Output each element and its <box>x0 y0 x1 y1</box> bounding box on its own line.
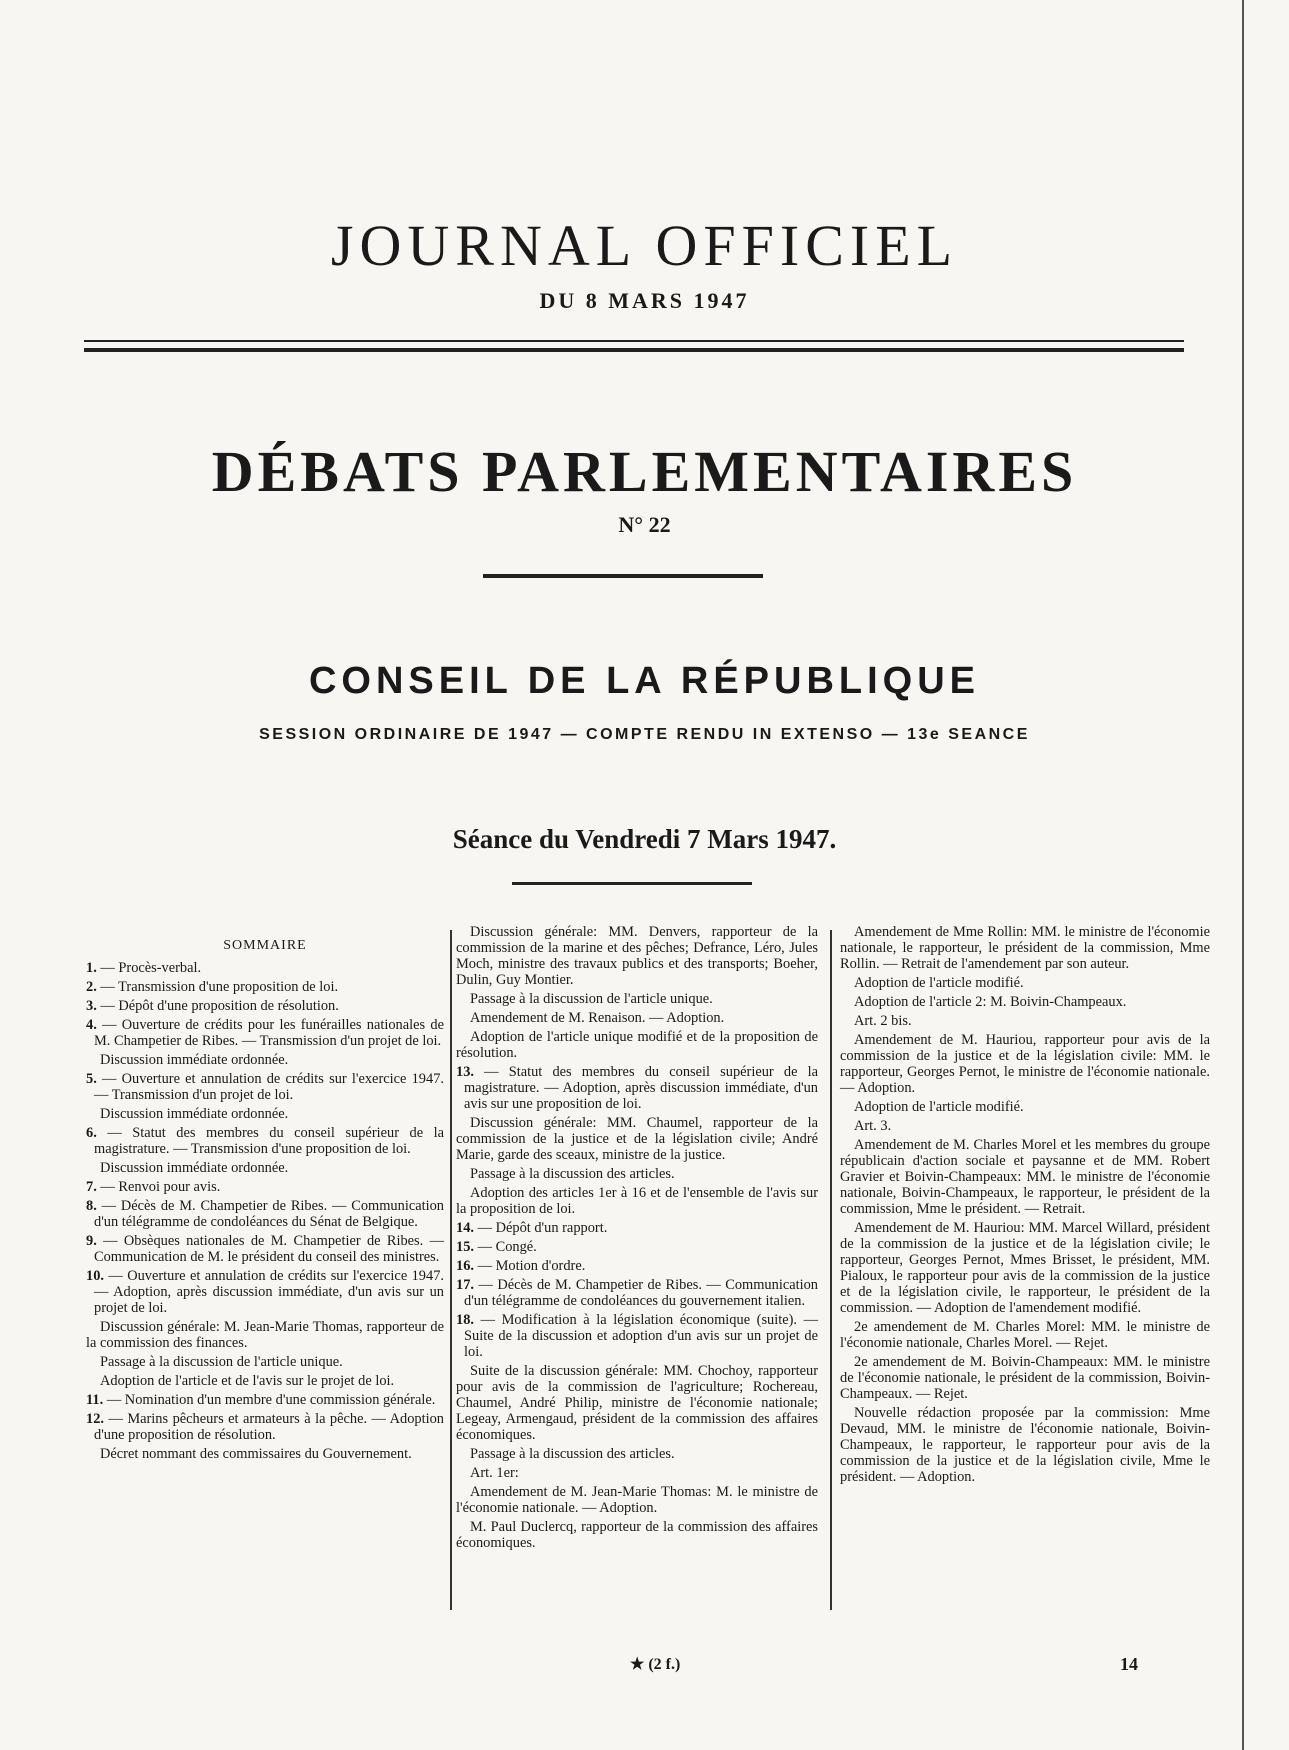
session-line: SESSION ORDINAIRE DE 1947 — COMPTE RENDU IN EXTENSO — 13e SEANCE <box>259 726 1030 743</box>
sommaire-item <box>840 1013 1210 1029</box>
item-text: Suite de la discussion générale: MM. Chochoy, rapporteur pour avis de la commission de l'agriculture; Rochereau, Chaumel, André Philip, ministre de l'économie nationale; Legeay, Armengaud, président de la commission des affaires économiques. <box>456 1363 818 1443</box>
sommaire-item <box>840 994 1210 1010</box>
sommaire-item <box>456 1239 818 1255</box>
item-text: Passage à la discussion des articles. <box>470 1446 675 1462</box>
item-text: Discussion générale: M. Jean-Marie Thomas, rapporteur de la commission des finances. <box>86 1319 444 1351</box>
item-text: Art. 2 bis. <box>854 1013 912 1029</box>
sommaire-item <box>86 1411 444 1443</box>
sommaire-item <box>456 1064 818 1112</box>
printer-mark: ★ (2 f.) <box>630 1656 681 1673</box>
sommaire-item <box>840 924 1210 972</box>
item-text: — Statut des membres du conseil supérieur de la magistrature. — Transmission d'une proposition de loi. <box>94 1125 444 1157</box>
sommaire-item <box>456 1010 818 1026</box>
item-text: Adoption de l'article 2: M. Boivin-Champeaux. <box>854 994 1127 1010</box>
sommaire-item <box>86 1071 444 1103</box>
sommaire-item <box>86 1198 444 1230</box>
item-text: — Dépôt d'un rapport. <box>477 1220 608 1236</box>
item-number: 14. <box>456 1220 474 1236</box>
item-text: — Ouverture et annulation de crédits sur l'exercice 1947. — Adoption, après discussion immédiate, d'un avis sur un projet de loi. <box>94 1268 444 1316</box>
sommaire-list <box>456 924 818 1551</box>
sommaire-item <box>86 1125 444 1157</box>
item-text: Discussion immédiate ordonnée. <box>100 1052 289 1068</box>
item-number: 12. <box>86 1411 104 1427</box>
sommaire-item <box>456 1166 818 1182</box>
item-text: Amendement de M. Hauriou: MM. Marcel Willard, président de la commission de la justice et de la législation civile; le rapporteur, Georges Pernot, Mmes Brisset, le président, MM. Pialoux, le rapporteur pour avis de la commission de la justice et de la législation civile, le rapporteur, le président de la commission. — Adoption de l'amendement modifié. <box>840 1220 1210 1316</box>
sommaire-item <box>456 1220 818 1236</box>
item-text: — Ouverture et annulation de crédits sur l'exercice 1947. — Transmission d'un projet de loi. <box>94 1071 444 1103</box>
sommaire-item <box>456 924 818 988</box>
sommaire-column-3 <box>840 924 1210 1488</box>
sommaire-item <box>86 1392 444 1408</box>
seance-heading: Séance du Vendredi 7 Mars 1947. <box>452 824 837 854</box>
item-text: — Renvoi pour avis. <box>100 1179 221 1195</box>
item-text: Passage à la discussion de l'article unique. <box>470 991 713 1007</box>
sommaire-list <box>840 924 1210 1485</box>
sommaire-item <box>456 1258 818 1274</box>
item-number: 6. <box>86 1125 97 1141</box>
item-text: — Ouverture de crédits pour les funérailles nationales de M. Champetier de Ribes. — Transmission d'un projet de loi. <box>94 1017 444 1049</box>
sommaire-item <box>840 1319 1210 1351</box>
sommaire-item <box>86 1354 444 1370</box>
sommaire-title: SOMMAIRE <box>223 938 307 953</box>
sommaire-list <box>86 960 444 1462</box>
sommaire-item <box>86 1106 444 1122</box>
sommaire-item <box>456 1115 818 1163</box>
item-text: Discussion générale: MM. Chaumel, rapporteur de la commission de la justice et de la législation civile; André Marie, garde des sceaux, ministre de la justice. <box>456 1115 818 1163</box>
item-number: 2. <box>86 979 97 995</box>
sommaire-item <box>456 1312 818 1360</box>
item-text: — Décès de M. Champetier de Ribes. — Communication d'un télégramme de condoléances du gouvernement italien. <box>464 1277 818 1309</box>
item-number: 4. <box>86 1017 97 1033</box>
item-text: Amendement de M. Renaison. — Adoption. <box>470 1010 725 1026</box>
column-divider <box>830 930 832 1610</box>
item-number: 9. <box>86 1233 97 1249</box>
item-text: 2e amendement de M. Boivin-Champeaux: MM. le ministre de l'économie nationale, le président de la commission, Boivin-Champeaux. — Rejet. <box>840 1354 1210 1402</box>
sommaire-item <box>840 1405 1210 1485</box>
item-text: Art. 1er: <box>470 1465 519 1481</box>
journal-title: JOURNAL OFFICIEL <box>330 213 959 278</box>
item-number: 13. <box>456 1064 474 1080</box>
item-text: Décret nommant des commissaires du Gouvernement. <box>100 1446 412 1462</box>
item-text: Art. 3. <box>854 1118 892 1134</box>
sommaire-item <box>456 1029 818 1061</box>
conseil-title: CONSEIL DE LA RÉPUBLIQUE <box>308 660 981 702</box>
sommaire-item <box>86 998 444 1014</box>
item-text: M. Paul Duclercq, rapporteur de la commission des affaires économiques. <box>456 1519 818 1551</box>
item-number: 1. <box>86 960 97 976</box>
item-text: Adoption de l'article modifié. <box>854 1099 1024 1115</box>
sommaire-item <box>86 1268 444 1316</box>
item-text: 2e amendement de M. Charles Morel: MM. le ministre de l'économie nationale, Charles Morel. — Rejet. <box>840 1319 1210 1351</box>
issue-number: N° 22 <box>618 512 671 537</box>
sommaire-item <box>86 979 444 995</box>
sommaire-item <box>456 1185 818 1217</box>
item-number: 18. <box>456 1312 474 1328</box>
sommaire-item <box>86 1233 444 1265</box>
sommaire-item <box>456 1363 818 1443</box>
item-text: Nouvelle rédaction proposée par la commission: Mme Devaud, MM. le ministre de l'économie nationale, Boivin-Champeaux, le rapporteur, le rapporteur pour avis de la commission de la justice et de la législation civile, Mme le président. — Adoption. <box>840 1405 1210 1485</box>
item-text: Discussion immédiate ordonnée. <box>100 1106 289 1122</box>
sommaire-item <box>456 1519 818 1551</box>
sommaire-item <box>456 991 818 1007</box>
item-text: Adoption de l'article et de l'avis sur le projet de loi. <box>100 1373 395 1389</box>
item-text: — Nomination d'un membre d'une commission générale. <box>106 1392 436 1408</box>
item-text: — Congé. <box>477 1239 537 1255</box>
item-text: Passage à la discussion de l'article unique. <box>100 1354 343 1370</box>
item-number: 8. <box>86 1198 97 1214</box>
item-text: — Statut des membres du conseil supérieur de la magistrature. — Adoption, après discussion immédiate, d'un avis sur une proposition de loi. <box>464 1064 818 1112</box>
item-number: 15. <box>456 1239 474 1255</box>
sommaire-item <box>840 1099 1210 1115</box>
divider-rule <box>483 574 763 578</box>
item-text: Discussion générale: MM. Denvers, rapporteur de la commission de la marine et des pêches; Defrance, Léro, Jules Moch, ministre des travaux publics et des transports; Boeher, Dulin, Guy Montier. <box>456 924 818 988</box>
sommaire-item <box>86 1160 444 1176</box>
issue-date: DU 8 MARS 1947 <box>539 288 750 313</box>
column-divider <box>450 930 452 1610</box>
item-text: Passage à la discussion des articles. <box>470 1166 675 1182</box>
item-text: — Procès-verbal. <box>100 960 202 976</box>
sommaire-item <box>456 1465 818 1481</box>
sommaire-item <box>456 1277 818 1309</box>
sommaire-item <box>86 1052 444 1068</box>
sommaire-column-1 <box>86 924 444 1465</box>
sommaire-column-2 <box>456 924 818 1554</box>
sommaire-item <box>456 1446 818 1462</box>
item-text: Amendement de M. Charles Morel et les membres du groupe républicain d'action sociale et paysanne et de MM. Robert Gravier et Boivin-Champeaux: MM. le ministre de l'économie nationale, Boivin-Champeaux, le rapporteur, le président de la commission, Mme le président. — Retrait. <box>840 1137 1210 1217</box>
header-double-rule <box>84 340 1184 352</box>
item-number: 10. <box>86 1268 104 1284</box>
item-number: 5. <box>86 1071 97 1087</box>
item-number: 17. <box>456 1277 474 1293</box>
item-text: — Marins pêcheurs et armateurs à la pêche. — Adoption d'une proposition de résolution. <box>94 1411 444 1443</box>
sommaire-item <box>86 960 444 976</box>
sommaire-item <box>840 1032 1210 1096</box>
item-text: Amendement de M. Hauriou, rapporteur pour avis de la commission de la justice et de la législation civile: MM. le rapporteur, Georges Pernot, le ministre de l'économie nationale. — Adoption. <box>840 1032 1210 1096</box>
item-text: — Transmission d'une proposition de loi. <box>100 979 339 995</box>
item-text: — Dépôt d'une proposition de résolution. <box>100 998 339 1014</box>
sommaire-item <box>86 1179 444 1195</box>
sommaire-item <box>840 975 1210 991</box>
item-text: — Modification à la législation économique (suite). — Suite de la discussion et adoption d'un avis sur un projet de loi. <box>464 1312 818 1360</box>
item-number: 3. <box>86 998 97 1014</box>
sommaire-item <box>840 1354 1210 1402</box>
page-number: 14 <box>1120 1654 1138 1674</box>
item-text: Amendement de M. Jean-Marie Thomas: M. le ministre de l'économie nationale. — Adoption. <box>456 1484 818 1516</box>
sommaire-item <box>86 1373 444 1389</box>
sommaire-item <box>86 1446 444 1462</box>
item-text: — Décès de M. Champetier de Ribes. — Communication d'un télégramme de condoléances du Sénat de Belgique. <box>94 1198 444 1230</box>
item-text: Discussion immédiate ordonnée. <box>100 1160 289 1176</box>
sommaire-item <box>456 1484 818 1516</box>
item-text: Amendement de Mme Rollin: MM. le ministre de l'économie nationale, le rapporteur, le président de la commission, Mme Rollin. — Retrait de l'amendement par son auteur. <box>840 924 1210 972</box>
sommaire-item <box>840 1137 1210 1217</box>
item-number: 11. <box>86 1392 104 1408</box>
divider-rule <box>512 882 752 885</box>
item-text: Adoption de l'article unique modifié et de la proposition de résolution. <box>456 1029 818 1061</box>
debats-title: DÉBATS PARLEMENTAIRES <box>211 439 1078 504</box>
sommaire-item <box>840 1220 1210 1316</box>
item-number: 7. <box>86 1179 97 1195</box>
item-text: — Obsèques nationales de M. Champetier de Ribes. — Communication de M. le président du conseil des ministres. <box>94 1233 444 1265</box>
item-text: Adoption des articles 1er à 16 et de l'ensemble de l'avis sur la proposition de loi. <box>456 1185 818 1217</box>
item-number: 16. <box>456 1258 474 1274</box>
sommaire-item <box>840 1118 1210 1134</box>
sommaire-item <box>86 1319 444 1351</box>
item-text: Adoption de l'article modifié. <box>854 975 1024 991</box>
item-text: — Motion d'ordre. <box>477 1258 586 1274</box>
sommaire-item <box>86 1017 444 1049</box>
